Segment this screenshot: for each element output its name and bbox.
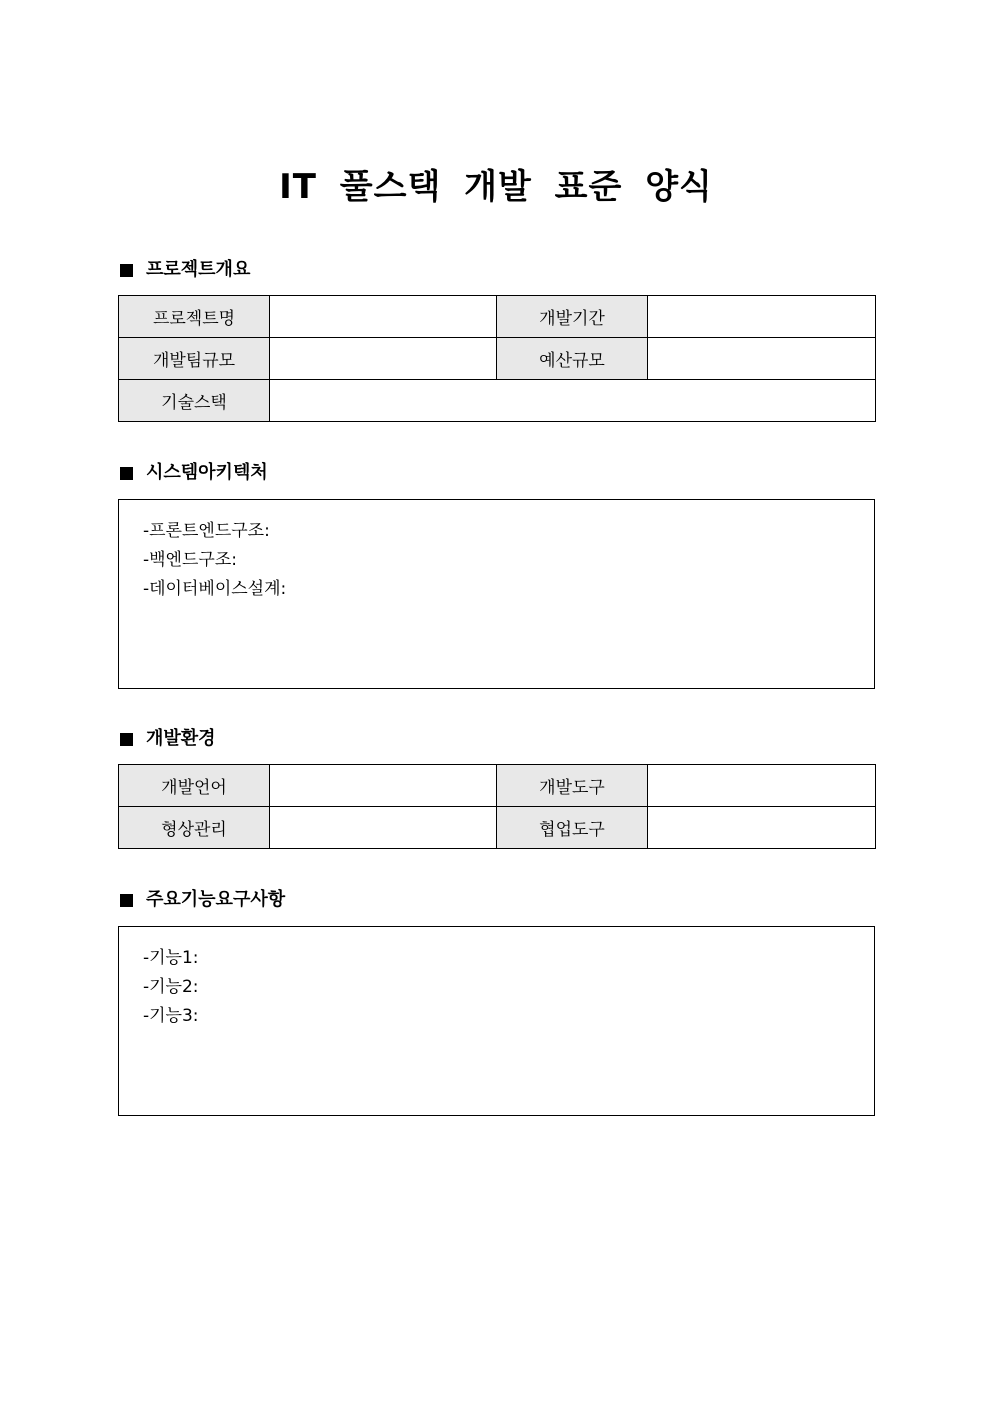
period-field[interactable] bbox=[648, 296, 876, 338]
vcs-label: 형상관리 bbox=[119, 807, 270, 849]
table-row bbox=[119, 296, 876, 338]
section-heading-environment bbox=[118, 727, 216, 751]
collab-label: 협업도구 bbox=[497, 807, 648, 849]
environment-table bbox=[118, 764, 876, 849]
vcs-field[interactable] bbox=[270, 807, 497, 849]
overview-table bbox=[118, 295, 876, 422]
tech-stack-label: 기술스택 bbox=[119, 380, 270, 422]
section-heading-overview bbox=[118, 258, 250, 282]
square-bullet-icon bbox=[120, 894, 133, 907]
language-field[interactable] bbox=[270, 765, 497, 807]
language-label: 개발언어 bbox=[119, 765, 270, 807]
tool-field[interactable] bbox=[648, 765, 876, 807]
section-heading-label: 개발환경 bbox=[146, 728, 216, 749]
team-size-field[interactable] bbox=[270, 338, 497, 380]
section-heading-label: 시스템아키텍처 bbox=[146, 462, 268, 483]
square-bullet-icon bbox=[120, 264, 133, 277]
table-row bbox=[119, 807, 876, 849]
requirements-textbox[interactable] bbox=[118, 926, 875, 1116]
tool-label: 개발도구 bbox=[497, 765, 648, 807]
page-title: IT 풀스택 개발 표준 양식 bbox=[279, 167, 713, 207]
list-item: -데이터베이스설계: bbox=[143, 579, 287, 599]
list-item: -기능2: bbox=[143, 977, 199, 997]
section-heading-label: 주요기능요구사항 bbox=[146, 889, 286, 910]
list-item: -기능1: bbox=[143, 948, 199, 968]
section-heading-architecture bbox=[118, 461, 268, 485]
project-name-label: 프로젝트명 bbox=[119, 296, 270, 338]
table-row bbox=[119, 765, 876, 807]
period-label: 개발기간 bbox=[497, 296, 648, 338]
list-item: -기능3: bbox=[143, 1006, 199, 1026]
square-bullet-icon bbox=[120, 467, 133, 480]
section-heading-label: 프로젝트개요 bbox=[146, 259, 251, 280]
list-item: -백엔드구조: bbox=[143, 550, 237, 570]
team-size-label: 개발팀규모 bbox=[119, 338, 270, 380]
table-row bbox=[119, 338, 876, 380]
collab-field[interactable] bbox=[648, 807, 876, 849]
budget-label: 예산규모 bbox=[497, 338, 648, 380]
square-bullet-icon bbox=[120, 733, 133, 746]
project-name-field[interactable] bbox=[270, 296, 497, 338]
budget-field[interactable] bbox=[648, 338, 876, 380]
tech-stack-field[interactable] bbox=[270, 380, 876, 422]
table-row bbox=[119, 380, 876, 422]
architecture-textbox[interactable] bbox=[118, 499, 875, 689]
section-heading-requirements bbox=[118, 888, 285, 912]
list-item: -프론트엔드구조: bbox=[143, 521, 270, 541]
